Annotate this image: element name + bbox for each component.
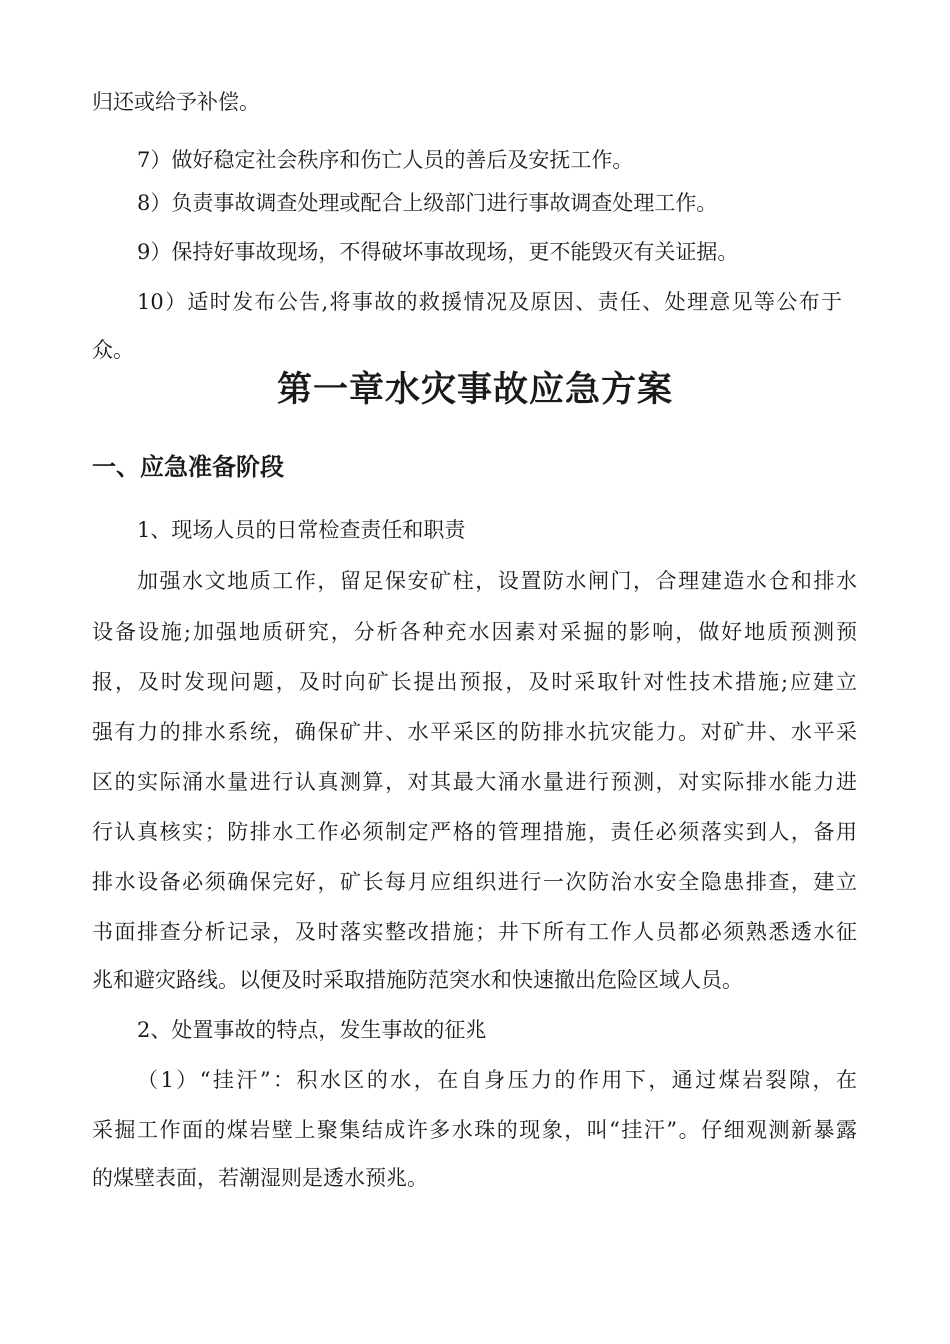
list-item-9: 9）保持好事故现场，不得破坏事故现场，更不能毁灭有关证据。 xyxy=(137,240,739,264)
paragraph-1-line: 书面排查分析记录，及时落实整改措施；井下所有工作人员都必须熟悉透水征 xyxy=(92,920,857,944)
list-item-10: 10）适时发布公告,将事故的救援情况及原因、责任、处理意见等公布于 xyxy=(137,290,842,314)
list-item-8: 8）负责事故调查处理或配合上级部门进行事故调查处理工作。 xyxy=(137,191,718,215)
paragraph-2-line: 采掘工作面的煤岩壁上聚集结成许多水珠的现象，叫“挂汗”。仔细观测新暴露 xyxy=(92,1118,857,1142)
paragraph-1-line: 区的实际涌水量进行认真测算，对其最大涌水量进行预测，对实际排水能力进 xyxy=(92,770,857,794)
section-heading: 一、应急准备阶段 xyxy=(92,452,284,481)
paragraph-1-line: 强有力的排水系统，确保矿井、水平采区的防排水抗灾能力。对矿井、水平采 xyxy=(92,720,857,744)
paragraph-1-line: 报，及时发现问题，及时向矿长提出预报，及时采取针对性技术措施;应建立 xyxy=(92,670,857,694)
paragraph-1-line: 排水设备必须确保完好，矿长每月应组织进行一次防治水安全隐患排查，建立 xyxy=(92,870,857,894)
text-line: 归还或给予补偿。 xyxy=(92,90,260,114)
subheading-2: 2、处置事故的特点，发生事故的征兆 xyxy=(137,1018,487,1042)
text-line: 众。 xyxy=(92,338,134,362)
paragraph-1-line: 设备设施;加强地质研究，分析各种充水因素对采掘的影响，做好地质预测预 xyxy=(92,620,857,644)
subheading-1: 1、现场人员的日常检查责任和职责 xyxy=(137,518,466,542)
paragraph-1-line: 行认真核实；防排水工作必须制定严格的管理措施，责任必须落实到人，备用 xyxy=(92,820,857,844)
paragraph-1-line: 加强水文地质工作，留足保安矿柱，设置防水闸门，合理建造水仓和排水 xyxy=(137,569,857,593)
paragraph-2-line: 的煤壁表面，若潮湿则是透水预兆。 xyxy=(92,1166,428,1190)
paragraph-2-line: （1）“挂汗”：积水区的水，在自身压力的作用下，通过煤岩裂隙，在 xyxy=(137,1068,857,1092)
paragraph-1-line: 兆和避灾路线。以便及时采取措施防范突水和快速撤出危险区域人员。 xyxy=(92,968,743,992)
chapter-title: 第一章水灾事故应急方案 xyxy=(276,369,673,410)
list-item-7: 7）做好稳定社会秩序和伤亡人员的善后及安抚工作。 xyxy=(137,148,634,172)
